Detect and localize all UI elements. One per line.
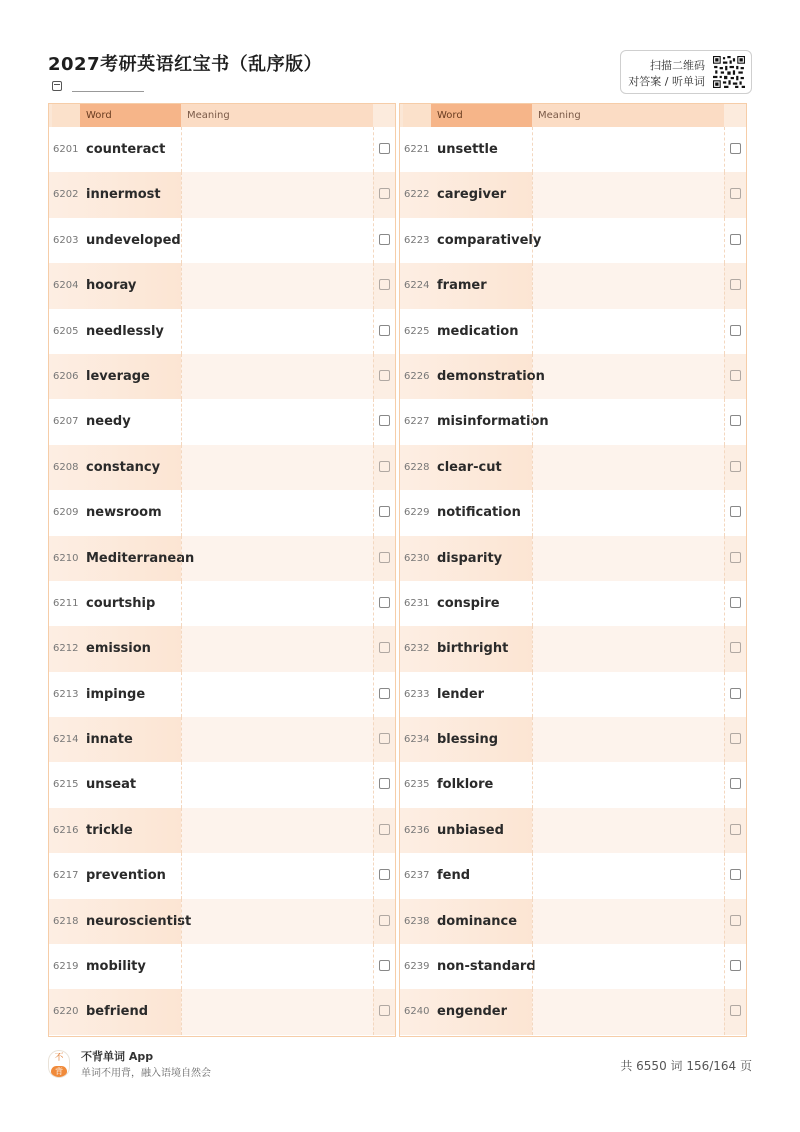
word-number: 6225 xyxy=(404,325,430,337)
word-text: unbiased xyxy=(437,822,504,838)
column-divider xyxy=(724,853,725,898)
table-row xyxy=(400,399,746,444)
checkbox[interactable] xyxy=(379,1005,390,1016)
word-text: non-standard xyxy=(437,959,536,975)
header-check-cell xyxy=(724,104,746,127)
checkbox[interactable] xyxy=(730,869,741,880)
word-text: clear-cut xyxy=(437,459,502,475)
checkbox[interactable] xyxy=(379,960,390,971)
word-text: impinge xyxy=(86,686,146,702)
word-text: unsettle xyxy=(437,142,498,157)
word-number: 6229 xyxy=(404,507,430,519)
table-row xyxy=(400,944,746,989)
checkbox[interactable] xyxy=(730,778,741,789)
table-row xyxy=(49,354,395,399)
app-slogan: 单词不用背，融入语境自然会 xyxy=(81,1068,211,1079)
column-divider xyxy=(181,172,182,217)
column-divider xyxy=(724,581,725,626)
qr-code-box[interactable] xyxy=(620,50,752,94)
word-text: befriend xyxy=(86,1004,149,1020)
word-rows xyxy=(400,127,746,1035)
word-text: needy xyxy=(86,414,131,430)
word-number: 6208 xyxy=(53,461,79,473)
word-table-left xyxy=(48,103,396,1037)
word-text: conspire xyxy=(437,595,500,611)
checkbox[interactable] xyxy=(379,824,390,835)
checkbox[interactable] xyxy=(730,415,741,426)
column-divider xyxy=(532,672,533,717)
table-row xyxy=(49,626,395,671)
column-divider xyxy=(181,309,182,354)
checkbox[interactable] xyxy=(379,915,390,926)
table-row xyxy=(400,127,746,172)
column-divider xyxy=(532,354,533,399)
checkbox[interactable] xyxy=(379,188,390,199)
word-number: 6232 xyxy=(404,643,430,655)
word-text: blessing xyxy=(437,732,499,748)
checkbox[interactable] xyxy=(730,143,741,154)
word-number: 6219 xyxy=(53,961,79,973)
app-logo-icon xyxy=(48,1050,70,1078)
table-row xyxy=(49,717,395,762)
word-number: 6209 xyxy=(53,507,79,519)
column-divider xyxy=(181,989,182,1034)
column-divider xyxy=(724,354,725,399)
column-divider xyxy=(373,899,374,944)
word-text: needlessly xyxy=(86,323,164,339)
word-text: engender xyxy=(437,1004,507,1020)
checkbox[interactable] xyxy=(730,552,741,563)
table-row xyxy=(49,309,395,354)
column-divider xyxy=(532,717,533,762)
word-number: 6224 xyxy=(404,280,430,292)
checkbox[interactable] xyxy=(730,915,741,926)
header-meaning: Meaning xyxy=(181,104,373,127)
checkbox[interactable] xyxy=(730,234,741,245)
checkbox[interactable] xyxy=(730,688,741,699)
column-divider xyxy=(532,218,533,263)
table-row xyxy=(400,218,746,263)
column-divider xyxy=(181,399,182,444)
table-row xyxy=(400,581,746,626)
column-divider xyxy=(181,762,182,807)
word-number: 6203 xyxy=(53,234,79,246)
column-divider xyxy=(532,399,533,444)
word-number: 6215 xyxy=(53,779,79,791)
column-divider xyxy=(724,172,725,217)
table-row xyxy=(400,263,746,308)
table-row xyxy=(400,853,746,898)
checkbox[interactable] xyxy=(379,461,390,472)
word-number: 6204 xyxy=(53,280,79,292)
word-text: courtship xyxy=(86,595,156,611)
word-number: 6231 xyxy=(404,597,430,609)
word-number: 6217 xyxy=(53,870,79,882)
word-number: 6207 xyxy=(53,416,79,428)
column-divider xyxy=(373,944,374,989)
word-text: comparatively xyxy=(437,232,542,248)
column-divider xyxy=(373,399,374,444)
column-divider xyxy=(532,309,533,354)
table-row xyxy=(49,218,395,263)
header-check-cell xyxy=(373,104,395,127)
column-divider xyxy=(532,626,533,671)
checkbox[interactable] xyxy=(730,1005,741,1016)
qr-caption-line2: 对答案 / 听单词 xyxy=(628,75,705,88)
word-number: 6239 xyxy=(404,961,430,973)
word-number: 6222 xyxy=(404,189,430,201)
column-divider xyxy=(373,672,374,717)
table-row xyxy=(400,445,746,490)
header-number-cell xyxy=(52,104,80,127)
word-number: 6214 xyxy=(53,734,79,746)
table-row xyxy=(49,581,395,626)
column-divider xyxy=(532,172,533,217)
checkbox[interactable] xyxy=(379,415,390,426)
word-number: 6226 xyxy=(404,370,430,382)
qr-code-icon[interactable] xyxy=(713,56,745,88)
column-divider xyxy=(373,309,374,354)
column-divider xyxy=(724,899,725,944)
table-row xyxy=(49,944,395,989)
word-text: leverage xyxy=(86,368,150,384)
column-divider xyxy=(181,490,182,535)
word-number: 6233 xyxy=(404,688,430,700)
checkbox[interactable] xyxy=(730,733,741,744)
table-row xyxy=(49,899,395,944)
column-divider xyxy=(373,218,374,263)
word-number: 6236 xyxy=(404,824,430,836)
column-divider xyxy=(532,762,533,807)
column-divider xyxy=(373,445,374,490)
word-number: 6235 xyxy=(404,779,430,791)
column-divider xyxy=(724,626,725,671)
column-divider xyxy=(724,672,725,717)
column-divider xyxy=(181,354,182,399)
word-text: trickle xyxy=(86,822,133,838)
word-text: unseat xyxy=(86,777,137,793)
table-row xyxy=(400,762,746,807)
word-text: hooray xyxy=(86,278,137,294)
word-number: 6234 xyxy=(404,734,430,746)
checkbox[interactable] xyxy=(730,370,741,381)
column-divider xyxy=(532,263,533,308)
checkbox[interactable] xyxy=(730,506,741,517)
word-text: misinformation xyxy=(437,414,549,430)
table-header xyxy=(400,104,746,127)
table-row xyxy=(400,717,746,762)
column-divider xyxy=(724,944,725,989)
header-word: Word xyxy=(431,104,532,127)
checkbox[interactable] xyxy=(379,597,390,608)
word-number: 6238 xyxy=(404,915,430,927)
column-divider xyxy=(373,762,374,807)
column-divider xyxy=(181,853,182,898)
column-divider xyxy=(724,218,725,263)
word-text: innate xyxy=(86,732,133,748)
word-number: 6227 xyxy=(404,416,430,428)
word-number: 6237 xyxy=(404,870,430,882)
table-row xyxy=(49,853,395,898)
logo-top-char: 不 xyxy=(54,1053,64,1063)
word-text: Mediterranean xyxy=(86,550,195,566)
date-field xyxy=(52,81,152,93)
word-text: medication xyxy=(437,323,519,339)
checkbox[interactable] xyxy=(730,597,741,608)
checkbox[interactable] xyxy=(379,733,390,744)
checkbox[interactable] xyxy=(379,325,390,336)
column-divider xyxy=(373,354,374,399)
table-row xyxy=(49,490,395,535)
word-text: emission xyxy=(86,641,151,657)
word-number: 6240 xyxy=(404,1006,430,1018)
table-row xyxy=(49,762,395,807)
column-divider xyxy=(181,672,182,717)
column-divider xyxy=(724,490,725,535)
word-text: newsroom xyxy=(86,505,162,521)
checkbox[interactable] xyxy=(379,552,390,563)
checkbox[interactable] xyxy=(730,642,741,653)
page-title: 2027考研英语红宝书（乱序版） xyxy=(48,54,323,75)
word-text: dominance xyxy=(437,913,518,929)
date-blank-line xyxy=(72,91,144,92)
column-divider xyxy=(373,172,374,217)
column-divider xyxy=(532,808,533,853)
checkbox[interactable] xyxy=(730,960,741,971)
page-footer xyxy=(48,1046,752,1082)
qr-caption xyxy=(628,58,705,90)
table-row xyxy=(49,445,395,490)
column-divider xyxy=(724,989,725,1034)
table-row xyxy=(49,672,395,717)
column-divider xyxy=(724,808,725,853)
column-divider xyxy=(724,127,725,172)
checkbox[interactable] xyxy=(379,279,390,290)
header-meaning: Meaning xyxy=(532,104,724,127)
table-row xyxy=(400,672,746,717)
word-table-right xyxy=(399,103,747,1037)
table-row xyxy=(400,490,746,535)
table-row xyxy=(49,172,395,217)
word-text: framer xyxy=(437,278,487,294)
header-number-cell xyxy=(403,104,431,127)
column-divider xyxy=(532,536,533,581)
column-divider xyxy=(724,263,725,308)
table-row xyxy=(49,989,395,1034)
checkbox[interactable] xyxy=(379,370,390,381)
word-number: 6220 xyxy=(53,1006,79,1018)
word-number: 6206 xyxy=(53,370,79,382)
table-row xyxy=(400,354,746,399)
column-divider xyxy=(724,536,725,581)
table-header xyxy=(49,104,395,127)
table-row xyxy=(400,536,746,581)
word-number: 6201 xyxy=(53,144,79,155)
column-divider xyxy=(532,989,533,1034)
column-divider xyxy=(181,127,182,172)
checkbox[interactable] xyxy=(730,279,741,290)
table-row xyxy=(400,808,746,853)
table-row xyxy=(400,626,746,671)
column-divider xyxy=(724,399,725,444)
column-divider xyxy=(181,263,182,308)
word-number: 6202 xyxy=(53,189,79,201)
table-row xyxy=(49,399,395,444)
word-text: birthright xyxy=(437,641,509,657)
word-number: 6213 xyxy=(53,688,79,700)
column-divider xyxy=(373,853,374,898)
column-divider xyxy=(532,581,533,626)
column-divider xyxy=(724,309,725,354)
column-divider xyxy=(373,536,374,581)
word-number: 6212 xyxy=(53,643,79,655)
checkbox[interactable] xyxy=(379,778,390,789)
column-divider xyxy=(181,445,182,490)
column-divider xyxy=(181,899,182,944)
column-divider xyxy=(724,717,725,762)
word-rows xyxy=(49,127,395,1035)
checkbox[interactable] xyxy=(379,688,390,699)
word-text: mobility xyxy=(86,959,146,975)
table-row xyxy=(49,808,395,853)
column-divider xyxy=(373,717,374,762)
column-divider xyxy=(532,853,533,898)
logo-bottom-char: 背 xyxy=(51,1066,67,1077)
checkbox[interactable] xyxy=(379,642,390,653)
checkbox[interactable] xyxy=(379,234,390,245)
table-row xyxy=(49,263,395,308)
column-divider xyxy=(373,808,374,853)
app-name: 不背单词 App xyxy=(81,1050,154,1063)
column-divider xyxy=(181,626,182,671)
column-divider xyxy=(373,989,374,1034)
word-text: demonstration xyxy=(437,368,545,384)
qr-caption-line1: 扫描二维码 xyxy=(650,59,705,72)
column-divider xyxy=(532,944,533,989)
column-divider xyxy=(181,717,182,762)
word-number: 6211 xyxy=(53,597,79,609)
word-text: disparity xyxy=(437,550,503,566)
table-row xyxy=(49,536,395,581)
checkbox[interactable] xyxy=(379,143,390,154)
column-divider xyxy=(373,127,374,172)
word-text: folklore xyxy=(437,777,494,793)
checkbox[interactable] xyxy=(730,824,741,835)
checkbox[interactable] xyxy=(730,188,741,199)
word-number: 6228 xyxy=(404,461,430,473)
header-word: Word xyxy=(80,104,181,127)
table-row xyxy=(49,127,395,172)
word-number: 6221 xyxy=(404,144,430,155)
column-divider xyxy=(373,490,374,535)
checkbox[interactable] xyxy=(379,506,390,517)
word-number: 6223 xyxy=(404,234,430,246)
word-number: 6230 xyxy=(404,552,430,564)
table-row xyxy=(400,172,746,217)
column-divider xyxy=(532,445,533,490)
calendar-icon xyxy=(52,81,62,91)
column-divider xyxy=(181,218,182,263)
column-divider xyxy=(373,626,374,671)
column-divider xyxy=(724,445,725,490)
word-text: lender xyxy=(437,686,485,702)
word-number: 6218 xyxy=(53,915,79,927)
column-divider xyxy=(181,581,182,626)
word-text: counteract xyxy=(86,142,166,157)
word-number: 6216 xyxy=(53,824,79,836)
table-row xyxy=(400,899,746,944)
page-info: 共 6550 词 156/164 页 xyxy=(620,1059,752,1073)
word-text: innermost xyxy=(86,187,161,203)
page-header xyxy=(48,48,752,98)
word-text: undeveloped xyxy=(86,232,181,248)
column-divider xyxy=(373,581,374,626)
checkbox[interactable] xyxy=(379,869,390,880)
word-text: caregiver xyxy=(437,187,507,203)
table-row xyxy=(400,309,746,354)
column-divider xyxy=(724,762,725,807)
table-row xyxy=(400,989,746,1034)
column-divider xyxy=(532,490,533,535)
word-number: 6210 xyxy=(53,552,79,564)
word-text: neuroscientist xyxy=(86,913,192,929)
word-text: prevention xyxy=(86,868,166,884)
word-number: 6205 xyxy=(53,325,79,337)
column-divider xyxy=(181,944,182,989)
column-divider xyxy=(373,263,374,308)
column-divider xyxy=(532,899,533,944)
word-text: constancy xyxy=(86,459,161,475)
word-text: fend xyxy=(437,868,471,884)
column-divider xyxy=(181,808,182,853)
word-text: notification xyxy=(437,505,521,521)
checkbox[interactable] xyxy=(730,325,741,336)
checkbox[interactable] xyxy=(730,461,741,472)
column-divider xyxy=(181,536,182,581)
column-divider xyxy=(532,127,533,172)
